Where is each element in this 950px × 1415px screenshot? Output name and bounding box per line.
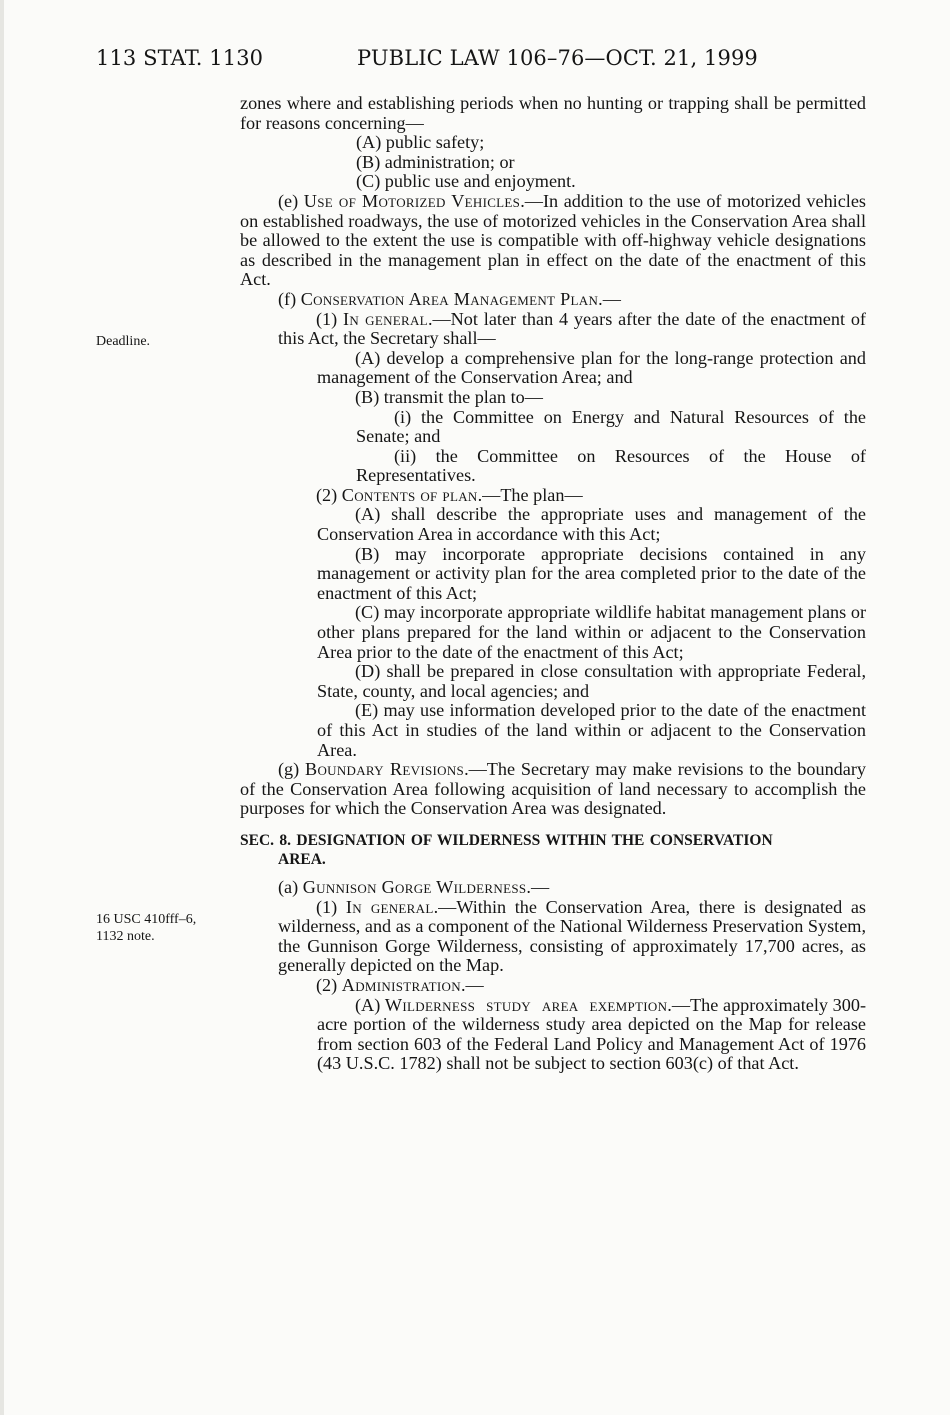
item-public-safety: (A) public safety; bbox=[356, 132, 485, 153]
subsection-g bbox=[240, 760, 866, 819]
section-8-heading-line-1: SEC. 8. DESIGNATION OF WILDERNESS WITHIN THE CONSERVATION bbox=[240, 831, 773, 849]
page-header bbox=[96, 46, 866, 76]
subsection-g-text: .—The Secretary may make revisions to the boundary of the Conservation Area following acquisition of land necessary to accomplish the purposes for which the Conservation Area was designated. bbox=[240, 759, 866, 819]
subsection-a-heading: Gunnison Gorge Wilderness bbox=[302, 876, 527, 897]
subsection-e bbox=[240, 192, 866, 290]
paragraph-f2 bbox=[240, 486, 866, 506]
item-f2-c: (C) may incorporate appropriate wildlife habitat management plans or other plans prepared for the land within or adjacent to the Conservation Area prior to the date of the enactment of this Act; bbox=[317, 602, 866, 662]
item-f2-d: (D) shall be prepared in close consultation with appropriate Federal, State, county, and local agencies; and bbox=[317, 661, 866, 701]
item-f1-b-i: (i) the Committee on Energy and Natural Resources of the Senate; and bbox=[356, 406, 866, 447]
paragraph-f2-heading: Contents of plan bbox=[341, 484, 478, 505]
paragraph-a2-heading: Administration bbox=[341, 974, 461, 995]
paragraph-zones: zones where and establishing periods when no hunting or trapping shall be permitted for reasons concerning— bbox=[240, 93, 866, 133]
subsection-f-tail: .— bbox=[598, 288, 621, 309]
section-8-heading-line-2: AREA. bbox=[278, 850, 326, 868]
item-f2-e: (E) may use information developed prior to the date of the enactment of this Act in studies of the land within or adjacent to the Conservation Area. bbox=[317, 700, 866, 760]
subsection-a bbox=[240, 878, 866, 898]
subsection-a-tail: .— bbox=[526, 876, 550, 897]
subsection-f-label: (f) bbox=[278, 288, 301, 309]
subsection-f bbox=[240, 290, 866, 310]
paragraph-f1-heading: In general bbox=[343, 308, 428, 329]
subsection-f-heading: Conservation Area Management Plan bbox=[300, 288, 599, 309]
item-f1-a: (A) develop a comprehensive plan for the long-range protection and management of the Conservation Area; and bbox=[317, 347, 866, 388]
statute-page-number: 113 STAT. 1130 bbox=[96, 46, 264, 70]
subsection-e-label: (e) bbox=[278, 190, 304, 211]
paragraph-a2 bbox=[240, 976, 866, 996]
item-f1-b-ii: (ii) the Committee on Resources of the House of Representatives. bbox=[356, 445, 866, 486]
item-f1-b: (B) transmit the plan to— bbox=[355, 386, 543, 407]
item-a2-a-heading: Wilderness study area exemption bbox=[384, 994, 668, 1015]
subsection-a-label: (a) bbox=[278, 876, 303, 897]
paragraph-f1-label: (1) bbox=[316, 308, 344, 329]
usc-citation-line-1: 16 USC 410fff–6, bbox=[96, 912, 197, 927]
paragraph-f1-text: .—Not later than 4 years after the date of the enactment of this Act, the Secretary shall— bbox=[278, 308, 866, 349]
paragraph-f2-label: (2) bbox=[316, 484, 342, 505]
paragraph-a2-tail: .— bbox=[460, 974, 484, 995]
usc-citation-line-2: 1132 note. bbox=[96, 929, 155, 944]
paragraph-a1 bbox=[240, 898, 866, 976]
subsection-e-text: .—In addition to the use of motorized vehicles on established roadways, the use of motorized vehicles in the Conservation Area shall be allowed to the extent the use is compatible with off-highway vehicle designations as described in the management plan in effect on the date of the enactment of this Act. bbox=[240, 190, 866, 290]
paragraph-a1-text: .—Within the Conservation Area, there is designated as wilderness, and as a component of the National Wilderness Preservation System, the Gunnison Gorge Wilderness, consisting of approximately 17,700 acres, as generally depicted on the Map. bbox=[278, 896, 866, 976]
section-8-heading bbox=[240, 831, 866, 869]
item-a2-a-label: (A) bbox=[355, 994, 385, 1015]
margin-note-usc-citation bbox=[96, 911, 196, 945]
paragraph-f1 bbox=[240, 310, 866, 349]
margin-note-deadline: Deadline. bbox=[96, 334, 151, 349]
page-edge bbox=[0, 0, 4, 1415]
page-body bbox=[240, 94, 866, 1074]
paragraph-a1-label: (1) bbox=[316, 896, 346, 917]
paragraph-f2-text: .—The plan— bbox=[477, 484, 583, 505]
paragraph-a1-heading: In general bbox=[345, 896, 434, 917]
item-f2-b: (B) may incorporate appropriate decisions contained in any management or activity plan for the area completed prior to the date of the enactment of this Act; bbox=[317, 543, 866, 603]
subsection-g-heading: Boundary Revisions bbox=[305, 759, 465, 780]
item-public-use: (C) public use and enjoyment. bbox=[356, 171, 576, 192]
item-a2-a-text: .—The approximately 300-acre portion of the wilderness study area depicted on the Map for release from section 603 of the Federal Land Policy and Management Act of 1976 (43 U.S.C. 1782) shall not be subject to section 603(c) of that Act. bbox=[317, 994, 867, 1074]
paragraph-a2-label: (2) bbox=[316, 974, 342, 995]
subsection-e-heading: Use of Motorized Vehicles bbox=[303, 190, 521, 211]
item-a2-a bbox=[240, 996, 866, 1074]
item-f2-a: (A) shall describe the appropriate uses and management of the Conservation Area in accordance with this Act; bbox=[317, 504, 866, 545]
item-administration: (B) administration; or bbox=[356, 151, 515, 172]
public-law-citation: PUBLIC LAW 106–76—OCT. 21, 1999 bbox=[357, 46, 758, 70]
subsection-g-label: (g) bbox=[278, 759, 306, 780]
